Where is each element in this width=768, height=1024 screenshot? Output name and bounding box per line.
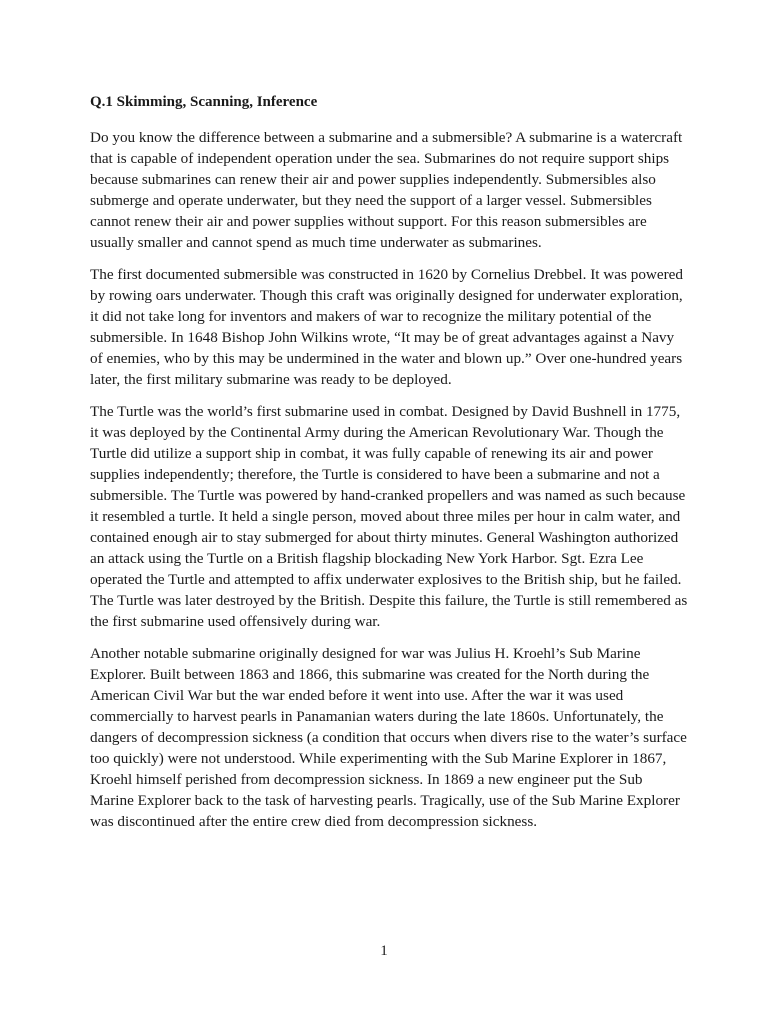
document-page (90, 92, 690, 843)
paragraph-submarine-vs-submersible: Do you know the difference between a submarine and a submersible? A submarine is a watercraft that is capable of independent operation under the sea. Submarines do not require support ships because submarines can renew their air and power supplies independently. Submersibles also submerge and operate underwater, but they need the support of a larger vessel. Submersibles cannot renew their air and power supplies without support. For this reason submersibles are usually smaller and cannot spend as much time underwater as submarines. (90, 129, 683, 251)
paragraph-sub-marine-explorer: Another notable submarine originally designed for war was Julius H. Kroehl’s Sub Marine Explorer. Built between 1863 and 1866, this submarine was created for the North during the American Civil War but the war ended before it went into use. After the war it was used commercially to harvest pearls in Panamanian waters during the late 1860s. Unfortunately, the dangers of decompression sickness (a condition that occurs when divers rise to the water’s surface too quickly) were not understood. While experimenting with the Sub Marine Explorer in 1867, Kroehl himself perished from decompression sickness. In 1869 a new engineer put the Sub Marine Explorer back to the task of harvesting pearls. Tragically, use of the Sub Marine Explorer was discontinued after the entire crew died from decompression sickness. (90, 645, 687, 830)
page-number: 1 (380, 943, 388, 959)
paragraph-turtle: The Turtle was the world’s first submarine used in combat. Designed by David Bushnell in 1775, it was deployed by the Continental Army during the American Revolutionary War. Though the Turtle did utilize a support ship in combat, it was fully capable of renewing its air and power supplies independently; therefore, the Turtle is considered to have been a submarine and not a submersible. The Turtle was powered by hand-cranked propellers and was named as such because it resembled a turtle. It held a single person, moved about three miles per hour in calm water, and contained enough air to stay submerged for about thirty minutes. General Washington authorized an attack using the Turtle on a British flagship blockading New York Harbor. Sgt. Ezra Lee operated the Turtle and attempted to affix underwater explosives to the British ship, but he failed. The Turtle was later destroyed by the British. Despite this failure, the Turtle is still remembered as the first submarine used offensively during war. (90, 403, 688, 630)
paragraph-first-submersible: The first documented submersible was constructed in 1620 by Cornelius Drebbel. It was powered by rowing oars underwater. Though this craft was originally designed for underwater exploration, it did not take long for inventors and makers of war to recognize the military potential of the submersible. In 1648 Bishop John Wilkins wrote, “It may be of great advantages against a Navy of enemies, who by this may be undermined in the water and blown up.” Over one-hundred years later, the first military submarine was ready to be deployed. (90, 266, 684, 388)
question-heading: Q.1 Skimming, Scanning, Inference (90, 94, 318, 110)
